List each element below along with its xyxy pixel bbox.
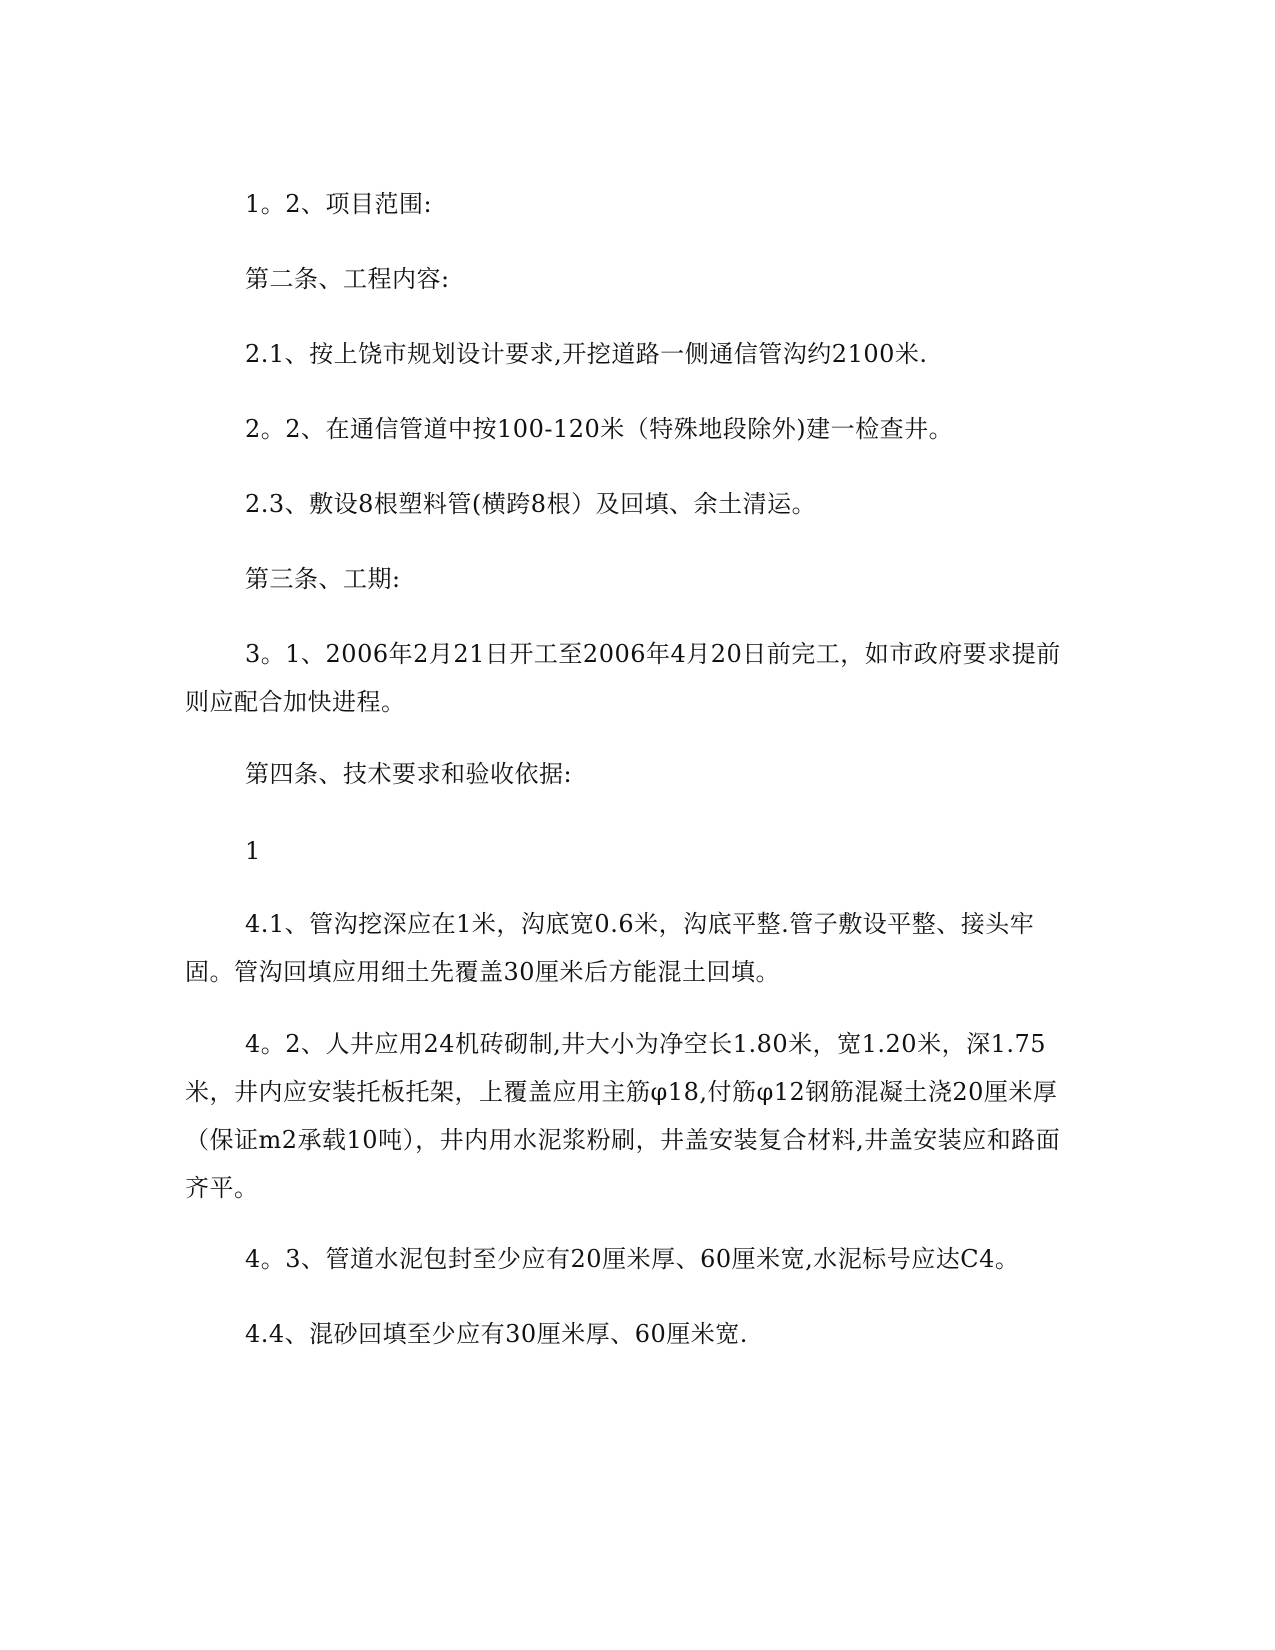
section-item-4-3: 4。3、管道水泥包封至少应有20厘米厚、60厘米宽,水泥标号应达C4。: [245, 1245, 1020, 1273]
section-item-4-4: 4.4、混砂回填至少应有30厘米厚、60厘米宽.: [245, 1320, 748, 1348]
section-item-4-2: 4。2、人井应用24机砖砌制,井大小为净空长1.80米，宽1.20米，深1.75米，井内应安装托板托架，上覆盖应用主筋φ18,付筋φ12钢筋混凝土浇20厘米厚（保证m2承载10吨），井内用水泥浆粉刷，井盖安装复合材料,井盖安装应和路面齐平。: [185, 1030, 1061, 1202]
article-3-heading: 第三条、工期:: [245, 565, 401, 593]
article-4-heading: 第四条、技术要求和验收依据:: [245, 760, 573, 788]
section-item-2-3: 2.3、敷设8根塑料管(横跨8根）及回填、余土清运。: [245, 490, 817, 518]
section-item-2-2: 2。2、在通信管道中按100-120米（特殊地段除外)建一检查井。: [245, 415, 954, 443]
section-item-1-2: 1。2、项目范围:: [245, 190, 433, 218]
section-item-4-1: 4.1、管沟挖深应在1米，沟底宽0.6米，沟底平整.管子敷设平整、接头牢固。管沟回填应用细土先覆盖30厘米后方能混土回填。: [185, 910, 1035, 986]
section-item-3-1: 3。1、2006年2月21日开工至2006年4月20日前完工，如市政府要求提前则应配合加快进程。: [185, 640, 1061, 716]
article-2-heading: 第二条、工程内容:: [245, 265, 450, 293]
section-item-2-1: 2.1、按上饶市规划设计要求,开挖道路一侧通信管沟约2100米.: [245, 340, 928, 368]
page-number: 1: [245, 837, 261, 865]
